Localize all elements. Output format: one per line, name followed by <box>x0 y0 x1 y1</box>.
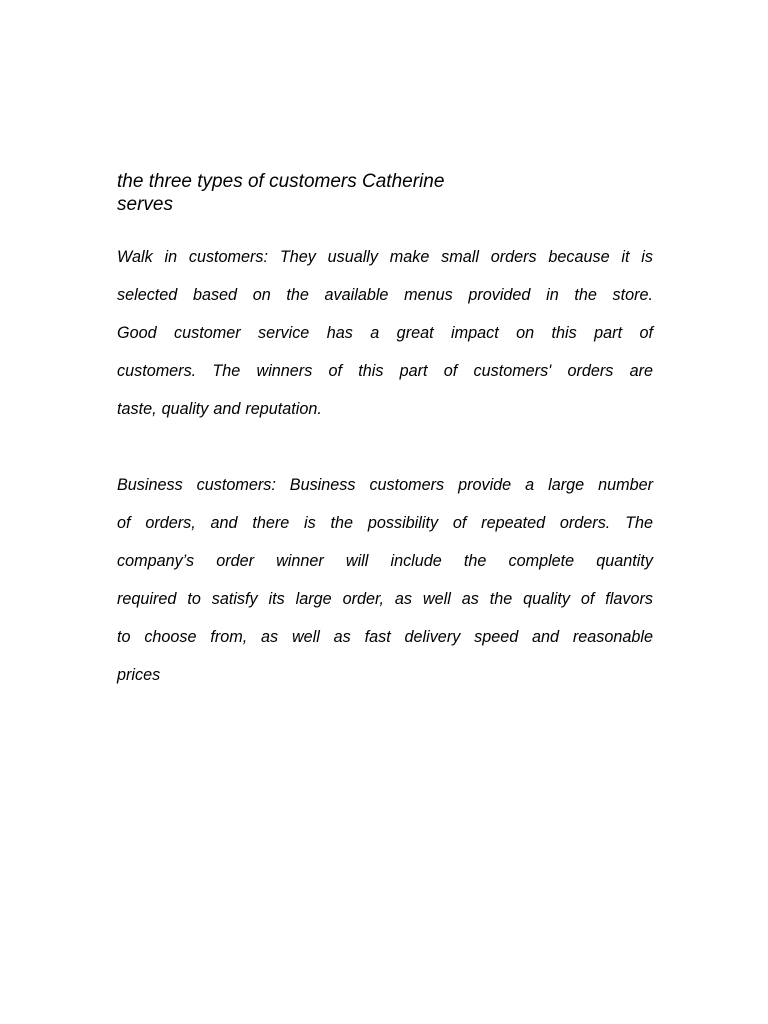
paragraph-line: Business customers: Business customers provide a large number <box>117 476 653 494</box>
paragraph-line: to choose from, as well as fast delivery speed and reasonable <box>117 628 653 646</box>
paragraph-line: selected based on the available menus provided in the store. <box>117 286 653 304</box>
paragraph-line: prices <box>117 666 161 684</box>
paragraph-walk-in-customers <box>117 238 653 428</box>
paragraph-line: of orders, and there is the possibility of repeated orders. The <box>117 514 653 532</box>
page-title <box>117 170 517 216</box>
paragraph-line: customers. The winners of this part of customers' orders are <box>117 362 653 380</box>
paragraph-business-customers <box>117 466 653 694</box>
paragraph-line: company’s order winner will include the complete quantity <box>117 552 653 570</box>
paragraph-line: required to satisfy its large order, as well as the quality of flavors <box>117 590 653 608</box>
paragraph-line: Good customer service has a great impact on this part of <box>117 324 653 342</box>
paragraph-line: Walk in customers: They usually make small orders because it is <box>117 248 653 266</box>
title-line: the three types of customers Catherine <box>117 171 445 192</box>
title-line: serves <box>117 194 173 215</box>
paragraph-line: taste, quality and reputation. <box>117 400 322 418</box>
